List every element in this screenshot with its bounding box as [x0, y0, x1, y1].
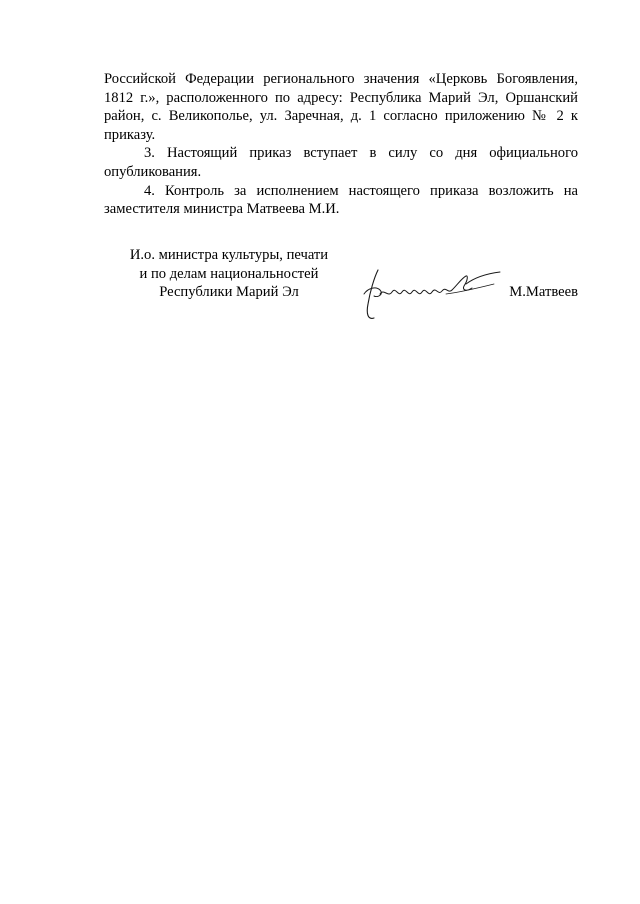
- paragraph-item-4: 4. Контроль за исполнением настоящего приказа возложить на заместителя министра Матвеева М.И.: [104, 182, 578, 218]
- signature-block: [104, 246, 578, 326]
- position-line-2: и по делам национальностей: [139, 265, 319, 282]
- handwritten-signature: [354, 264, 504, 322]
- paragraph-item-3: 3. Настоящий приказ вступает в силу со дня официального опубликования.: [104, 145, 578, 180]
- position-line-1: И.о. министра культуры, печати: [129, 247, 329, 263]
- signature-icon: [354, 264, 504, 322]
- document-body: [104, 70, 578, 219]
- signatory-position: [104, 246, 354, 302]
- paragraph-continuation: Российской Федерации регионального значения «Церковь Богоявления, 1812 г.», расположенного по адресу: Республика Марий Эл, Оршанский район, с. Великополье, ул. Заречная, д. 1 согласно приложению № 2 к приказу.: [104, 71, 578, 143]
- signer-name: М.Матвеев: [509, 284, 578, 300]
- position-line-3: Республики Марий Эл: [159, 284, 299, 301]
